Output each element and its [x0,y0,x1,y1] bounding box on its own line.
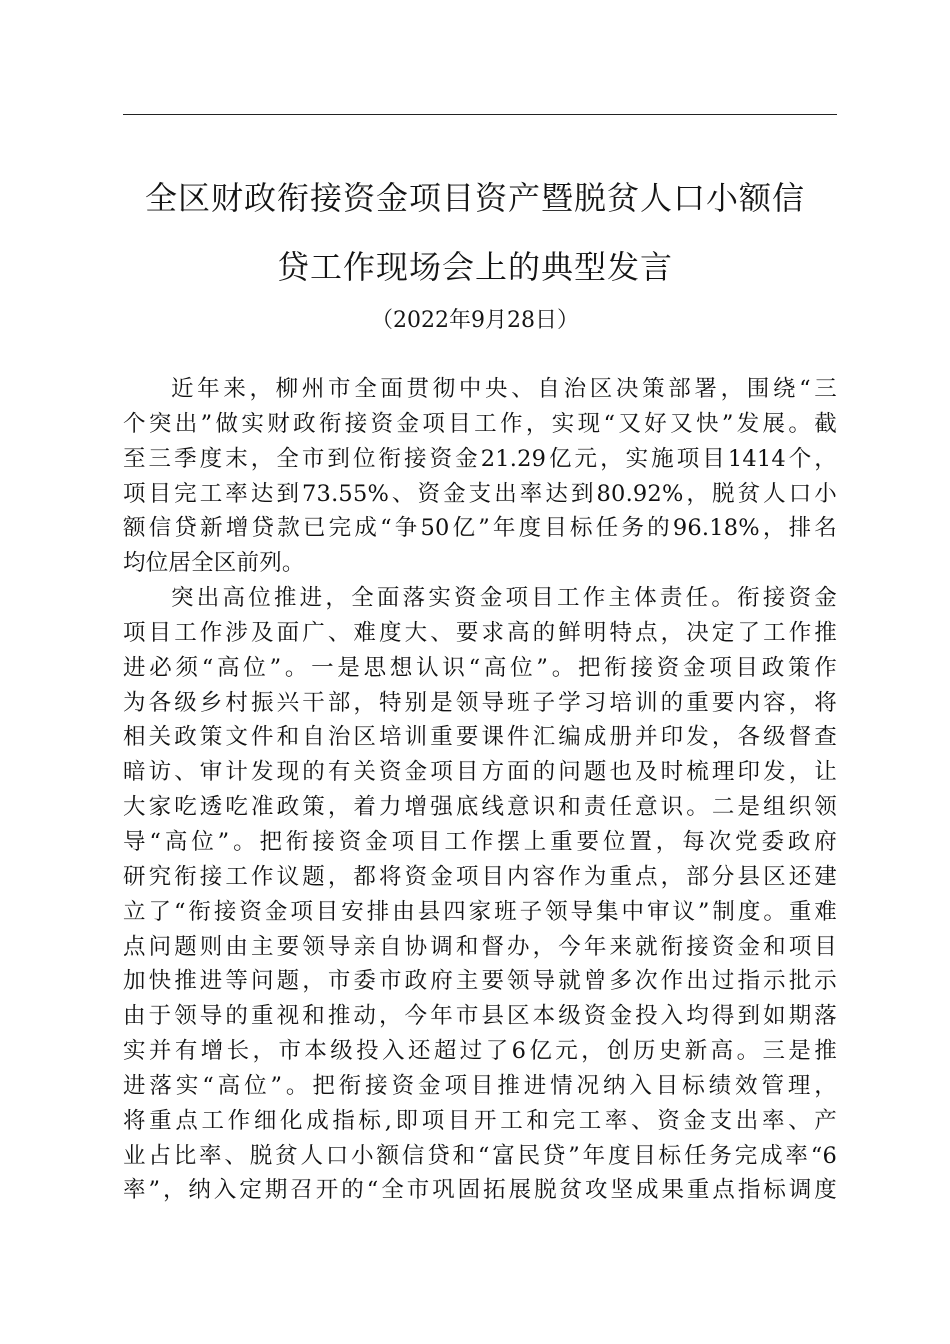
body-line: 额信贷新增贷款已完成“争50亿”年度目标任务的96.18%，排名 [123,515,837,542]
body-line: 立了“衔接资金项目安排由县四家班子领导集中审议”制度。重难 [123,898,837,925]
header-rule [123,114,837,115]
body-line: 项目工作涉及面广、难度大、要求高的鲜明特点，决定了工作推 [123,619,837,646]
body-line: 导“高位”。把衔接资金项目工作摆上重要位置，每次党委政府 [123,828,837,855]
body-line: 为各级乡村振兴干部，特别是领导班子学习培训的重要内容，将 [123,689,837,716]
body-line: 突出高位推进，全面落实资金项目工作主体责任。衔接资金 [171,585,837,612]
body-line: 个突出”做实财政衔接资金项目工作，实现“又好又快”发展。截 [123,410,837,437]
body-line: 大家吃透吃准政策，着力增强底线意识和责任意识。二是组织领 [123,794,837,821]
body-line: 项目完工率达到73.55%、资金支出率达到80.92%，脱贫人口小 [123,480,837,507]
document-date: （2022年9月28日） [371,308,579,333]
body-line: 将重点工作细化成指标,即项目开工和完工率、资金支出率、产 [123,1107,837,1134]
document-body [123,372,837,1208]
body-line: 进必须“高位”。一是思想认识“高位”。把衔接资金项目政策作 [123,654,837,681]
body-line: 实并有增长，市本级投入还超过了6亿元，创历史新高。三是推 [123,1038,837,1065]
document-title-line-2: 贷工作现场会上的典型发言 [276,248,673,286]
document-title-line-1: 全区财政衔接资金项目资产暨脱贫人口小额信 [144,179,805,217]
body-line: 相关政策文件和自治区培训重要课件汇编成册并印发，各级督查 [123,724,837,751]
body-line: 加快推进等问题，市委市政府主要领导就曾多次作出过指示批示 [123,968,837,995]
body-line: 研究衔接工作议题，都将资金项目内容作为重点，部分县区还建 [123,863,837,890]
body-line: 均位居全区前列。 [123,550,305,577]
body-line: 率”，纳入定期召开的“全市巩固拓展脱贫攻坚成果重点指标调度 [123,1177,837,1204]
body-line: 点问题则由主要领导亲自协调和督办，今年来就衔接资金和项目 [123,933,837,960]
body-line: 进落实“高位”。把衔接资金项目推进情况纳入目标绩效管理， [123,1072,837,1099]
body-line: 业占比率、脱贫人口小额信贷和“富民贷”年度目标任务完成率“6 [123,1142,837,1169]
body-line: 暗访、审计发现的有关资金项目方面的问题也及时梳理印发，让 [123,759,837,786]
body-line: 近年来，柳州市全面贯彻中央、自治区决策部署，围绕“三 [171,376,837,402]
body-line: 至三季度末，全市到位衔接资金21.29亿元，实施项目1414个， [123,445,837,472]
body-line: 由于领导的重视和推动，今年市县区本级资金投入均得到如期落 [123,1003,837,1030]
